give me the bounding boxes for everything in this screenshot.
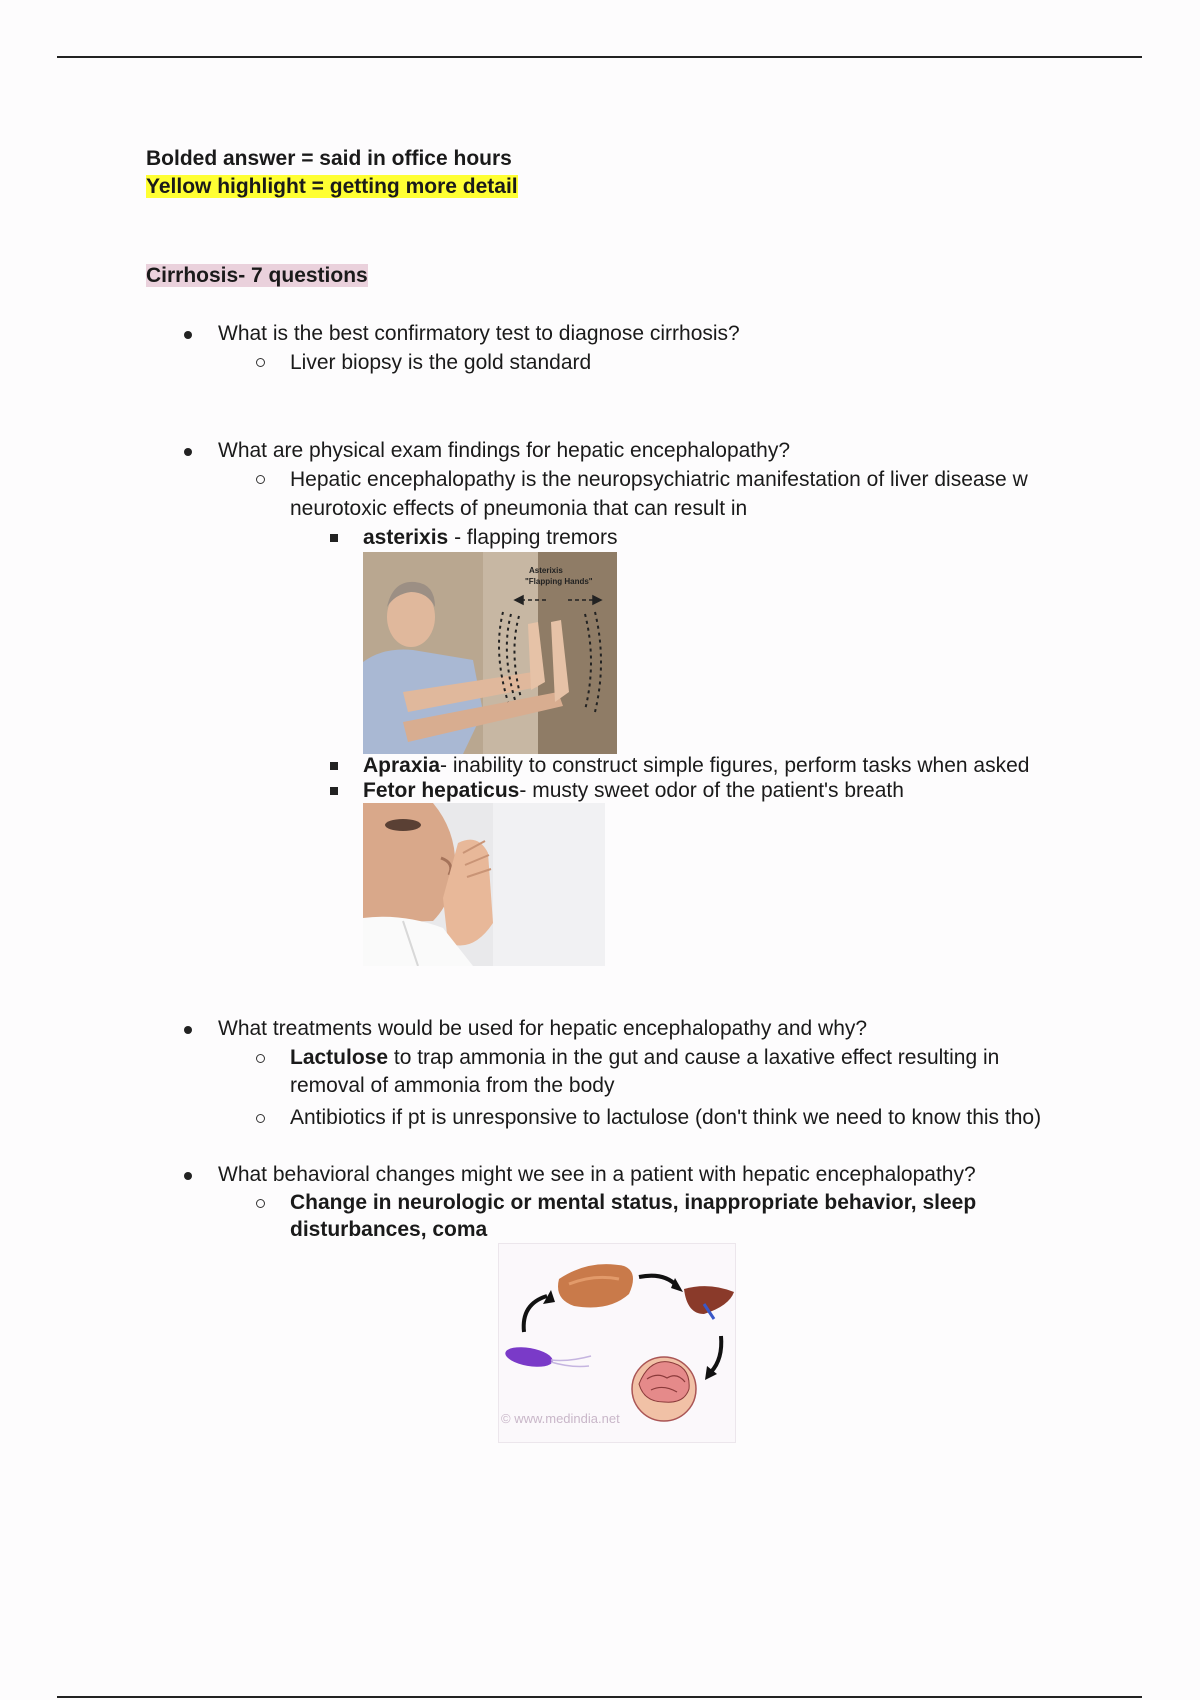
asterixis-image [363,552,617,754]
bullet-dot [184,1026,192,1034]
lactulose-term: Lactulose [290,1046,389,1069]
section-heading-text: Cirrhosis- 7 questions [146,264,368,287]
answer-3-antibiotics: Antibiotics if pt is unresponsive to lactulose (don't think we need to know this tho) [290,1106,1042,1129]
breath-check-illustration [363,803,605,966]
asterixis-caption-2: "Flapping Hands" [525,577,593,586]
finding-term: Fetor hepaticus [363,779,520,802]
bullet-square [330,787,338,795]
legend-bold-note: Bolded answer = said in office hours [146,147,512,170]
question-4: What behavioral changes might we see in a patient with hepatic encephalopathy? [218,1163,976,1186]
question-2: What are physical exam findings for hepatic encephalopathy? [218,439,791,462]
answer-4-line-2: disturbances, coma [290,1218,488,1241]
answer-4-line-1: Change in neurologic or mental status, inappropriate behavior, sleep [290,1191,977,1214]
header-rule [57,56,1142,58]
bullet-dot [184,331,192,339]
lactulose-desc: to trap ammonia in the gut and cause a laxative effect resulting in [388,1046,1000,1069]
footer-rule [57,1696,1142,1698]
bullet-dot [184,448,192,456]
finding-term: asterixis [363,526,449,549]
finding-term: Apraxia [363,754,441,777]
finding-apraxia [363,752,1029,780]
answer-2-line-2: neurotoxic effects of pneumonia that can result in [290,497,748,520]
bullet-square [330,534,338,542]
bullet-circle [256,1054,265,1063]
bullet-square [330,762,338,770]
bullet-dot [184,1172,192,1180]
image-credit-watermark: © www.medindia.net [501,1411,620,1426]
answer-2-line-1: Hepatic encephalopathy is the neuropsychiatric manifestation of liver disease w [290,468,1028,491]
question-1: What is the best confirmatory test to diagnose cirrhosis? [218,322,740,345]
finding-desc: - musty sweet odor of the patient's breath [519,779,904,802]
bullet-circle [256,475,265,484]
bullet-circle [256,358,265,367]
section-heading [146,262,368,290]
asterixis-caption-1: Asterixis [529,566,563,575]
finding-desc: - inability to construct simple figures, perform tasks when asked [440,754,1030,777]
question-3: What treatments would be used for hepatic encephalopathy and why? [218,1017,868,1040]
finding-asterixis [363,524,617,552]
finding-desc: - flapping tremors [448,526,618,549]
bullet-circle [256,1199,265,1208]
answer-3-lactulose [290,1044,999,1072]
answer-1: Liver biopsy is the gold standard [290,351,592,374]
bullet-circle [256,1114,265,1123]
liver-brain-cycle-image [498,1243,736,1443]
fetor-hepaticus-image [363,803,605,966]
answer-3-lactulose-line-2: removal of ammonia from the body [290,1074,615,1097]
yellow-highlight-text: Yellow highlight = getting more detail [146,175,518,198]
finding-fetor [363,777,904,805]
legend-yellow-note [146,173,518,201]
